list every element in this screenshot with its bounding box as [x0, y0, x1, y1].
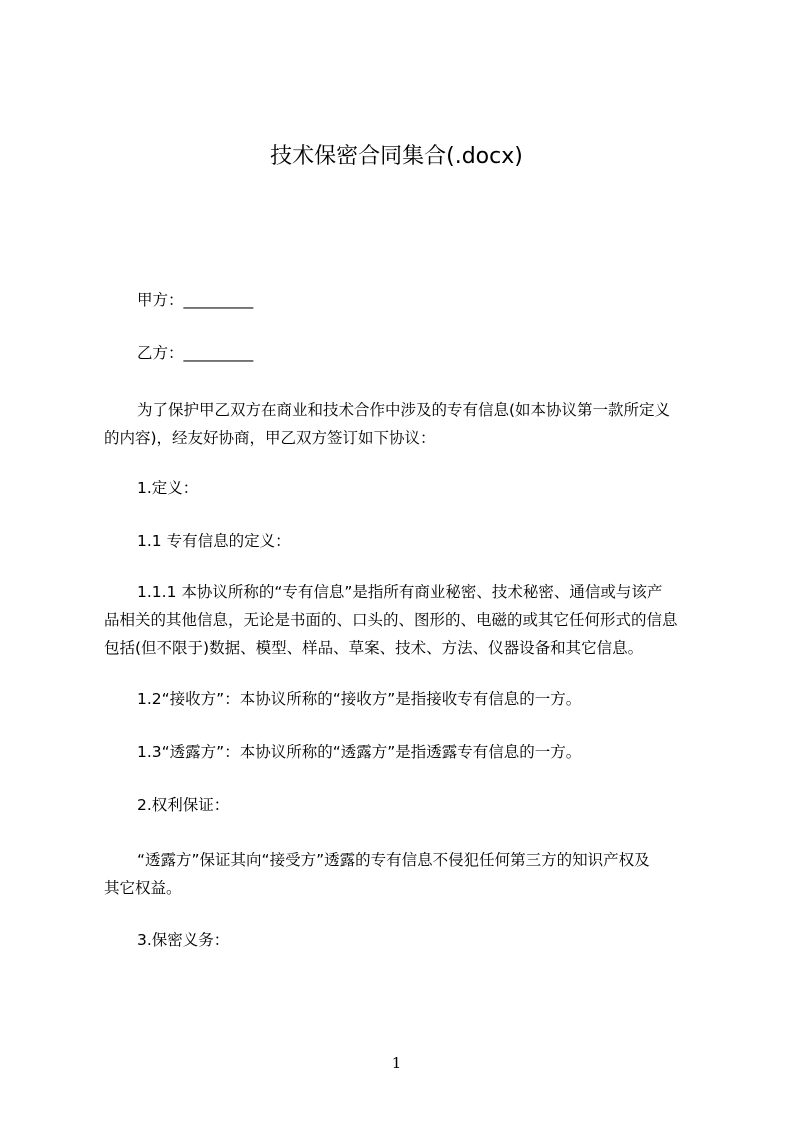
section-2-paragraph [104, 846, 700, 902]
section-3-heading [104, 926, 700, 954]
section-2-heading [104, 791, 700, 819]
paragraph-line: 1.2“接收方”：本协议所称的“接收方”是指接收专有信息的一方。 [137, 690, 582, 708]
section-1-3 [104, 738, 700, 766]
paragraph-line: 品相关的其他信息，无论是书面的、口头的、图形的、电磁的或其它任何形式的信息 [104, 611, 678, 629]
intro-line: 为了保护甲乙双方在商业和技术合作中涉及的专有信息(如本协议第一款所定义 [137, 401, 671, 419]
party-b: 乙方：_________ [137, 344, 254, 362]
intro-line: 的内容)，经友好协商，甲乙双方签订如下协议： [104, 429, 436, 447]
party-a-line [104, 286, 700, 314]
section-heading: 1.定义： [137, 479, 199, 497]
section-heading: 2.权利保证： [137, 796, 230, 814]
paragraph-line: 1.3“透露方”：本协议所称的“透露方”是指透露专有信息的一方。 [137, 743, 582, 761]
paragraph-line: 包括(但不限于)数据、模型、样品、草案、技术、方法、仪器设备和其它信息。 [104, 639, 644, 657]
section-1-heading [104, 474, 700, 502]
section-heading: 3.保密义务： [137, 931, 230, 949]
section-heading: 1.1 专有信息的定义： [137, 532, 291, 550]
section-1-1-1-paragraph [104, 578, 700, 662]
section-1-1-heading [104, 527, 700, 555]
paragraph-line: “透露方”保证其向“接受方”透露的专有信息不侵犯任何第三方的知识产权及 [137, 851, 650, 869]
intro-paragraph [104, 396, 700, 452]
party-b-line [104, 339, 700, 367]
section-1-2 [104, 685, 700, 713]
paragraph-line: 1.1.1 本协议所称的“专有信息”是指所有商业秘密、技术秘密、通信或与该产 [137, 583, 663, 601]
paragraph-line: 其它权益。 [104, 879, 182, 897]
page-number: 1 [391, 1054, 402, 1072]
party-a: 甲方：_________ [137, 291, 254, 309]
document-title: 技术保密合同集合(.docx) [270, 144, 523, 169]
